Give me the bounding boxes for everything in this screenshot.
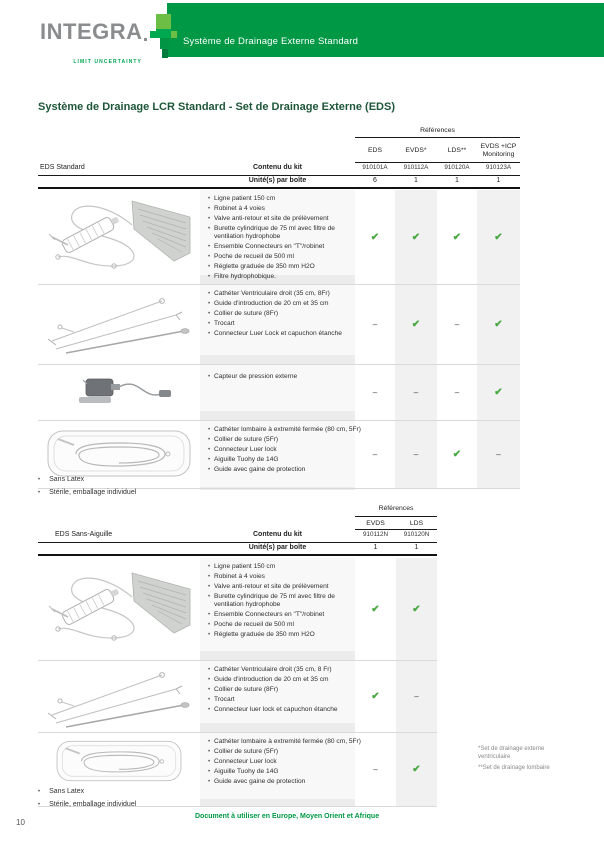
column-header-evds: EVDS bbox=[366, 519, 385, 527]
kit-item: • Réglette graduée de 350 mm H2O bbox=[214, 263, 364, 271]
page-title: Système de Drainage LCR Standard - Set de Drainage Externe (EDS) bbox=[38, 101, 395, 113]
units-value: 1 bbox=[414, 544, 419, 551]
column-header-eds: EDS bbox=[368, 146, 382, 154]
footer-region-note: Document à utiliser en Europe, Moyen Orient et Afrique bbox=[195, 813, 380, 820]
product-image-drainage-set bbox=[38, 562, 200, 657]
footnote-evds: *Set de drainage externe ventriculaire bbox=[478, 746, 545, 760]
header-rule-thick bbox=[38, 554, 437, 556]
availability-mark: ✔ bbox=[371, 603, 380, 615]
integra-logo-text: INTEGRA bbox=[40, 19, 143, 44]
availability-mark: ✔ bbox=[452, 448, 462, 460]
ref-number: 910123A bbox=[485, 164, 512, 171]
kit-item: • Trocart bbox=[214, 696, 364, 704]
references-header: Références bbox=[420, 127, 455, 134]
availability-mark: – bbox=[372, 449, 378, 459]
availability-mark: ✔ bbox=[411, 231, 421, 243]
kit-item: • Aiguille Tuohy de 14G bbox=[214, 456, 364, 464]
product-image-lumbar-catheter-set bbox=[38, 736, 200, 786]
header-rule bbox=[38, 542, 437, 543]
header-banner bbox=[167, 3, 604, 57]
ref-number: 910112A bbox=[403, 164, 429, 171]
header-rule bbox=[355, 529, 437, 530]
availability-mark: – bbox=[496, 449, 501, 459]
availability-mark: – bbox=[413, 449, 419, 459]
logo-dot bbox=[144, 38, 147, 41]
units-value: 6 bbox=[373, 177, 377, 184]
kit-item: • Robinet à 4 voies bbox=[214, 205, 364, 213]
column-header-lds: LDS bbox=[409, 519, 424, 527]
product-image-ventricular-catheter-set bbox=[38, 288, 200, 358]
kit-item: • Collier de suture (8Fr) bbox=[214, 686, 364, 694]
ref-number: 910112N bbox=[362, 531, 389, 538]
kit-item-list bbox=[200, 661, 368, 715]
integra-logo-tagline: LIMIT UNCERTAINTY bbox=[73, 59, 142, 65]
kit-item: • Capteur de pression externe bbox=[214, 373, 364, 381]
kit-item: • Cathéter lombaire à extremité fermée (80 cm, 5Fr) bbox=[214, 426, 364, 434]
header-rule bbox=[38, 175, 520, 176]
kit-item: • Guide d'introduction de 20 cm et 35 cm bbox=[214, 676, 364, 684]
units-value: 1 bbox=[373, 544, 378, 551]
header-rule bbox=[355, 162, 520, 163]
kit-item: • Guide avec gaine de protection bbox=[214, 778, 364, 786]
availability-mark: – bbox=[454, 319, 460, 329]
column-header-evds-icp: EVDS +ICP Monitoring bbox=[480, 142, 517, 158]
availability-mark: ✔ bbox=[412, 603, 421, 615]
kit-item-list bbox=[200, 190, 368, 282]
product-image-pressure-transducer bbox=[38, 368, 200, 416]
kit-item: • Poche de recueil de 500 ml bbox=[214, 621, 364, 629]
availability-mark: ✔ bbox=[452, 231, 462, 243]
kit-item: • Connecteur Luer lock bbox=[214, 758, 364, 766]
footnotes bbox=[478, 746, 568, 777]
ref-number: 910120A bbox=[444, 164, 470, 171]
latex-free-note: • Sans Latex bbox=[38, 788, 84, 795]
units-header: Unité(s) par boîte bbox=[248, 544, 307, 551]
integra-logo bbox=[40, 20, 177, 65]
kit-item: • Valve anti-retour et site de prélèvement bbox=[214, 583, 364, 591]
kit-item: • Ligne patient 150 cm bbox=[214, 563, 364, 571]
kit-item: • Collier de suture (5Fr) bbox=[214, 436, 364, 444]
kit-item-list bbox=[200, 421, 368, 475]
availability-mark: ✔ bbox=[494, 386, 503, 398]
kit-item: • Poche de recueil de 500 ml bbox=[214, 253, 364, 261]
kit-item: • Cathéter Ventriculaire droit (35 cm, 8Fr) bbox=[214, 290, 364, 298]
availability-mark: ✔ bbox=[494, 231, 503, 243]
kit-item: • Collier de suture (8Fr) bbox=[214, 310, 364, 318]
kit-item: • Robinet à 4 voies bbox=[214, 573, 364, 581]
kit-item: • Ensemble Connecteurs en "T"/robinet bbox=[214, 243, 364, 251]
availability-mark: ✔ bbox=[371, 690, 380, 702]
availability-mark: ✔ bbox=[494, 318, 503, 330]
kit-item-list bbox=[200, 368, 368, 383]
kit-item: • Connecteur luer lock et capuchon étanche bbox=[214, 706, 364, 714]
kit-item-list bbox=[200, 285, 368, 339]
availability-mark: – bbox=[372, 319, 378, 329]
kit-item: • Burette cylindrique de 75 ml avec filtre de ventilation hydrophobe bbox=[214, 225, 364, 242]
integra-plus-icon bbox=[150, 14, 177, 60]
footnote-lds: **Set de drainage lombaire bbox=[478, 765, 550, 771]
content-header: Contenu du kit bbox=[253, 164, 302, 171]
kit-item: • Ensemble Connecteurs en "T"/robinet bbox=[214, 611, 364, 619]
kit-item: • Trocart bbox=[214, 320, 364, 328]
kit-item: • Cathéter Ventriculaire droit (35 cm, 8 Fr) bbox=[214, 666, 364, 674]
kit-item: • Ligne patient 150 cm bbox=[214, 195, 364, 203]
product-image-ventricular-catheter-set bbox=[38, 664, 200, 730]
availability-mark: – bbox=[414, 691, 419, 701]
column-header-lds: LDS** bbox=[447, 146, 467, 154]
kit-item: • Filtre hydrophobique. bbox=[214, 273, 364, 281]
kit-item: • Guide avec gaine de protection bbox=[214, 466, 364, 474]
sterile-note: • Stérile, emballage individuel bbox=[38, 801, 136, 808]
availability-mark: ✔ bbox=[411, 318, 421, 330]
units-value: 1 bbox=[414, 177, 418, 184]
units-value: 1 bbox=[455, 177, 459, 184]
kit-item: • Guide d'introduction de 20 cm et 35 cm bbox=[214, 300, 364, 308]
kit-item: • Burette cylindrique de 75 ml avec filtre de ventilation hydrophobe bbox=[214, 593, 364, 610]
kit-item: • Cathéter lombaire à extremité fermée (80 cm, 5Fr) bbox=[214, 738, 364, 746]
column-header-evds: EVDS* bbox=[405, 146, 427, 154]
references-header: Références bbox=[378, 505, 414, 512]
kit-item: • Collier de suture (5Fr) bbox=[214, 748, 364, 756]
availability-mark: ✔ bbox=[370, 231, 380, 243]
banner-title: Système de Drainage Externe Standard bbox=[183, 36, 359, 47]
kit-item: • Valve anti-retour et site de prélèvement bbox=[214, 215, 364, 223]
table1-left-label: EDS Standard bbox=[40, 164, 85, 171]
kit-item: • Connecteur Luer lock bbox=[214, 446, 364, 454]
availability-mark: – bbox=[454, 387, 460, 397]
availability-mark: – bbox=[373, 764, 378, 774]
product-image-drainage-set bbox=[38, 192, 200, 282]
sterile-note: • Stérile, emballage individuel bbox=[38, 489, 136, 496]
header-rule-thick bbox=[38, 187, 520, 189]
availability-mark: – bbox=[413, 387, 419, 397]
units-value: 1 bbox=[496, 177, 501, 184]
ref-number: 910101A bbox=[362, 164, 388, 171]
header-rule bbox=[355, 516, 437, 517]
availability-mark: – bbox=[372, 387, 378, 397]
units-header: Unité(s) par boîte bbox=[248, 177, 307, 184]
kit-item-list bbox=[200, 733, 368, 787]
kit-item: • Connecteur Luer Lock et capuchon étanche bbox=[214, 330, 364, 338]
availability-mark: ✔ bbox=[412, 763, 421, 775]
product-image-lumbar-catheter-set bbox=[38, 424, 200, 482]
table2-left-label: EDS Sans-Aiguille bbox=[55, 531, 113, 538]
content-header: Contenu du kit bbox=[253, 531, 302, 538]
kit-item-list bbox=[200, 558, 368, 641]
ref-number: 910120N bbox=[403, 531, 430, 538]
kit-item: • Aiguille Tuohy de 14G bbox=[214, 768, 364, 776]
kit-item: • Réglette graduée de 350 mm H2O bbox=[214, 631, 364, 639]
page-number: 10 bbox=[16, 818, 25, 827]
latex-free-note: • Sans Latex bbox=[38, 476, 84, 483]
header-rule bbox=[355, 137, 520, 138]
